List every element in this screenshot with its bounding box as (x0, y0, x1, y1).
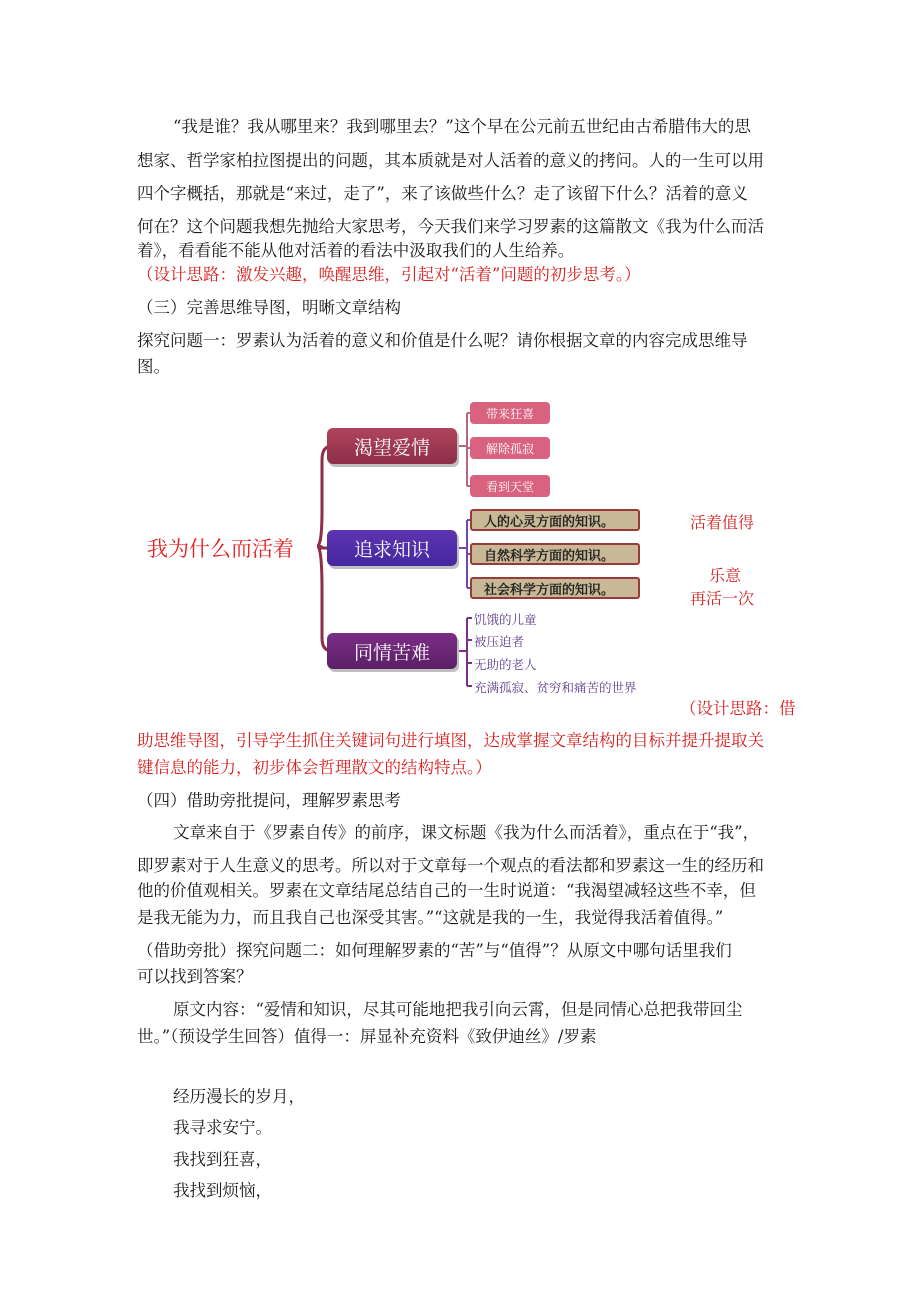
mind-map (137, 400, 797, 700)
intro-line-4: 何在？这个问题我想先抛给大家思考，今天我们来学习罗素的这篇散文《我为什么而活 (137, 217, 764, 236)
intro-line-1: “我是谁？我从哪里来？我到哪里去？”这个早在公元前五世纪由古希腊伟大的思 (173, 117, 751, 136)
side-note-worth-living: 活着值得 (690, 513, 755, 532)
poem-line-3: 我找到狂喜， (173, 1150, 272, 1169)
design-note-1: （设计思路：激发兴趣，唤醒思维，引起对“活着”问题的初步思考。） (137, 265, 641, 284)
branch-knowledge: 追求知识 (327, 530, 457, 566)
intro-line-3: 四个字概括，那就是“来过，走了”，来了该做些什么？走了该留下什么？活着的意义 (137, 184, 748, 203)
poem-line-4: 我找到烦恼， (173, 1181, 272, 1200)
leaf-love-3: 看到天堂 (470, 475, 550, 497)
section-4-title: （四）借助旁批提问，理解罗素思考 (137, 791, 401, 810)
poem-line-2: 我寻求安宁。 (173, 1118, 272, 1137)
para-4-line-3: 他的价值观相关。罗素在文章结尾总结自己的一生时说道：“我渴望减轻这些不幸，但 (137, 881, 756, 900)
para-4-line-5: （借助旁批）探究问题二：如何理解罗素的“苦”与“值得”？从原文中哪句话里我们 (137, 941, 732, 960)
leaf-compassion-1: 饥饿的儿童 (474, 612, 537, 627)
design-note-2-line-3: 键信息的能力，初步体会哲理散文的结构特点。） (137, 758, 492, 777)
side-note-live-again: 再活一次 (690, 589, 755, 608)
para-4-line-6: 可以找到答案？ (137, 967, 253, 986)
design-note-2-line-1: （设计思路：借 (680, 699, 796, 718)
leaf-compassion-2: 被压迫者 (474, 634, 525, 649)
intro-line-5: 着》，看看能不能从他对活着的看法中汲取我们的人生给养。 (137, 241, 575, 260)
para-5-line-2: 世。”（预设学生回答）值得一：屏显补充资料《致伊迪丝》/罗素 (137, 1027, 597, 1046)
leaf-compassion-3: 无助的老人 (474, 657, 537, 672)
leaf-love-1: 带来狂喜 (470, 402, 550, 424)
intro-line-2: 想家、哲学家柏拉图提出的问题，其本质就是对人活着的意义的拷问。人的一生可以用 (137, 151, 764, 170)
question-1-line-2: 图。 (137, 357, 170, 376)
leaf-knowledge-3: 社会科学方面的知识。 (470, 577, 640, 599)
leaf-love-2: 解除孤寂 (470, 437, 550, 459)
para-4-line-4: 是我无能为力，而且我自己也深受其害。”“这就是我的一生，我觉得我活着值得。” (137, 908, 724, 927)
mind-map-root: 我为什么而活着 (147, 537, 294, 561)
branch-love: 渴望爱情 (327, 428, 457, 464)
para-4-line-2: 即罗素对于人生意义的思考。所以对于文章每一个观点的看法都和罗素这一生的经历和 (137, 856, 764, 875)
design-note-2-line-2: 助思维导图，引导学生抓住关键词句进行填图，达成掌握文章结构的目标并提升提取关 (137, 731, 764, 750)
branch-compassion: 同情苦难 (327, 633, 457, 669)
para-4-line-1: 文章来自于《罗素自传》的前序，课文标题《我为什么而活着》，重点在于“我”， (173, 823, 760, 842)
side-note-willing: 乐意 (709, 566, 742, 585)
leaf-knowledge-1: 人的心灵方面的知识。 (470, 509, 640, 531)
question-1-line-1: 探究问题一：罗素认为活着的意义和价值是什么呢？请你根据文章的内容完成思维导 (137, 331, 748, 350)
poem-line-1: 经历漫长的岁月， (173, 1087, 305, 1106)
section-3-title: （三）完善思维导图，明晰文章结构 (137, 298, 401, 317)
para-5-line-1: 原文内容：“爱情和知识，尽其可能地把我引向云霄，但是同情心总把我带回尘 (173, 1000, 743, 1019)
leaf-knowledge-2: 自然科学方面的知识。 (470, 543, 640, 565)
leaf-compassion-4: 充满孤寂、贫穷和痛苦的世界 (474, 680, 637, 695)
